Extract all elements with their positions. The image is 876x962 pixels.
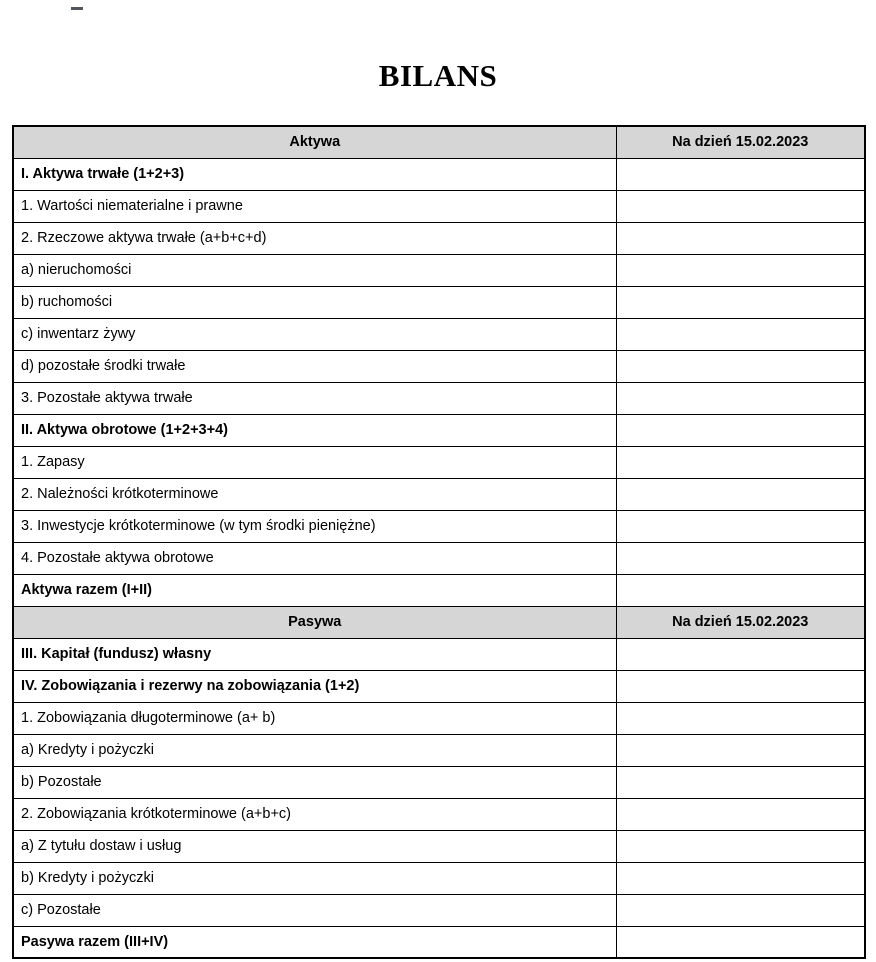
row-label: 4. Pozostałe aktywa obrotowe bbox=[13, 542, 616, 574]
table-row bbox=[13, 446, 865, 478]
row-value[interactable] bbox=[616, 414, 865, 446]
row-label: 3. Pozostałe aktywa trwałe bbox=[13, 382, 616, 414]
row-label: 3. Inwestycje krótkoterminowe (w tym środki pieniężne) bbox=[13, 510, 616, 542]
table-row bbox=[13, 702, 865, 734]
row-value[interactable] bbox=[616, 862, 865, 894]
table-row bbox=[13, 894, 865, 926]
row-label: a) nieruchomości bbox=[13, 254, 616, 286]
row-label: 1. Zapasy bbox=[13, 446, 616, 478]
table-row bbox=[13, 862, 865, 894]
table-row bbox=[13, 382, 865, 414]
row-label: 2. Zobowiązania krótkoterminowe (a+b+c) bbox=[13, 798, 616, 830]
balance-sheet-body bbox=[13, 126, 865, 958]
row-value[interactable] bbox=[616, 830, 865, 862]
row-label: Aktywa razem (I+II) bbox=[13, 574, 616, 606]
row-value[interactable] bbox=[616, 158, 865, 190]
row-label: 2. Rzeczowe aktywa trwałe (a+b+c+d) bbox=[13, 222, 616, 254]
row-value[interactable] bbox=[616, 254, 865, 286]
row-label: Pasywa razem (III+IV) bbox=[13, 926, 616, 958]
table-row bbox=[13, 254, 865, 286]
row-label: I. Aktywa trwałe (1+2+3) bbox=[13, 158, 616, 190]
row-value[interactable] bbox=[616, 670, 865, 702]
row-value[interactable] bbox=[616, 382, 865, 414]
row-label: c) inwentarz żywy bbox=[13, 318, 616, 350]
table-section-header-row bbox=[13, 126, 865, 158]
table-section-header-row bbox=[13, 606, 865, 638]
table-row bbox=[13, 766, 865, 798]
table-row bbox=[13, 830, 865, 862]
section-header-label: Pasywa bbox=[13, 606, 616, 638]
row-value[interactable] bbox=[616, 926, 865, 958]
row-label: II. Aktywa obrotowe (1+2+3+4) bbox=[13, 414, 616, 446]
table-row bbox=[13, 670, 865, 702]
table-row bbox=[13, 926, 865, 958]
section-header-label: Aktywa bbox=[13, 126, 616, 158]
row-label: IV. Zobowiązania i rezerwy na zobowiązania (1+2) bbox=[13, 670, 616, 702]
balance-sheet-table bbox=[12, 125, 866, 959]
row-value[interactable] bbox=[616, 638, 865, 670]
table-row bbox=[13, 510, 865, 542]
row-label: c) Pozostałe bbox=[13, 894, 616, 926]
row-value[interactable] bbox=[616, 286, 865, 318]
row-value[interactable] bbox=[616, 190, 865, 222]
row-value[interactable] bbox=[616, 766, 865, 798]
row-label: d) pozostałe środki trwałe bbox=[13, 350, 616, 382]
table-row bbox=[13, 574, 865, 606]
table-row bbox=[13, 798, 865, 830]
row-value[interactable] bbox=[616, 222, 865, 254]
row-label: b) Pozostałe bbox=[13, 766, 616, 798]
table-row bbox=[13, 734, 865, 766]
row-value[interactable] bbox=[616, 798, 865, 830]
row-label: a) Kredyty i pożyczki bbox=[13, 734, 616, 766]
table-row bbox=[13, 158, 865, 190]
table-row bbox=[13, 542, 865, 574]
row-label: 2. Należności krótkoterminowe bbox=[13, 478, 616, 510]
table-row bbox=[13, 638, 865, 670]
row-value[interactable] bbox=[616, 318, 865, 350]
row-value[interactable] bbox=[616, 702, 865, 734]
row-label: 1. Wartości niematerialne i prawne bbox=[13, 190, 616, 222]
row-value[interactable] bbox=[616, 510, 865, 542]
row-label: b) ruchomości bbox=[13, 286, 616, 318]
page-title: BILANS bbox=[378, 58, 498, 93]
row-value[interactable] bbox=[616, 574, 865, 606]
row-label: b) Kredyty i pożyczki bbox=[13, 862, 616, 894]
table-row bbox=[13, 414, 865, 446]
row-value[interactable] bbox=[616, 734, 865, 766]
table-row bbox=[13, 222, 865, 254]
row-label: III. Kapitał (fundusz) własny bbox=[13, 638, 616, 670]
row-label: 1. Zobowiązania długoterminowe (a+ b) bbox=[13, 702, 616, 734]
table-row bbox=[13, 350, 865, 382]
section-header-value: Na dzień 15.02.2023 bbox=[616, 606, 865, 638]
table-row bbox=[13, 478, 865, 510]
section-header-value: Na dzień 15.02.2023 bbox=[616, 126, 865, 158]
row-value[interactable] bbox=[616, 894, 865, 926]
row-value[interactable] bbox=[616, 542, 865, 574]
row-value[interactable] bbox=[616, 446, 865, 478]
row-value[interactable] bbox=[616, 478, 865, 510]
table-row bbox=[13, 190, 865, 222]
table-row bbox=[13, 318, 865, 350]
stray-dash-mark bbox=[71, 7, 83, 10]
table-row bbox=[13, 286, 865, 318]
row-value[interactable] bbox=[616, 350, 865, 382]
row-label: a) Z tytułu dostaw i usług bbox=[13, 830, 616, 862]
